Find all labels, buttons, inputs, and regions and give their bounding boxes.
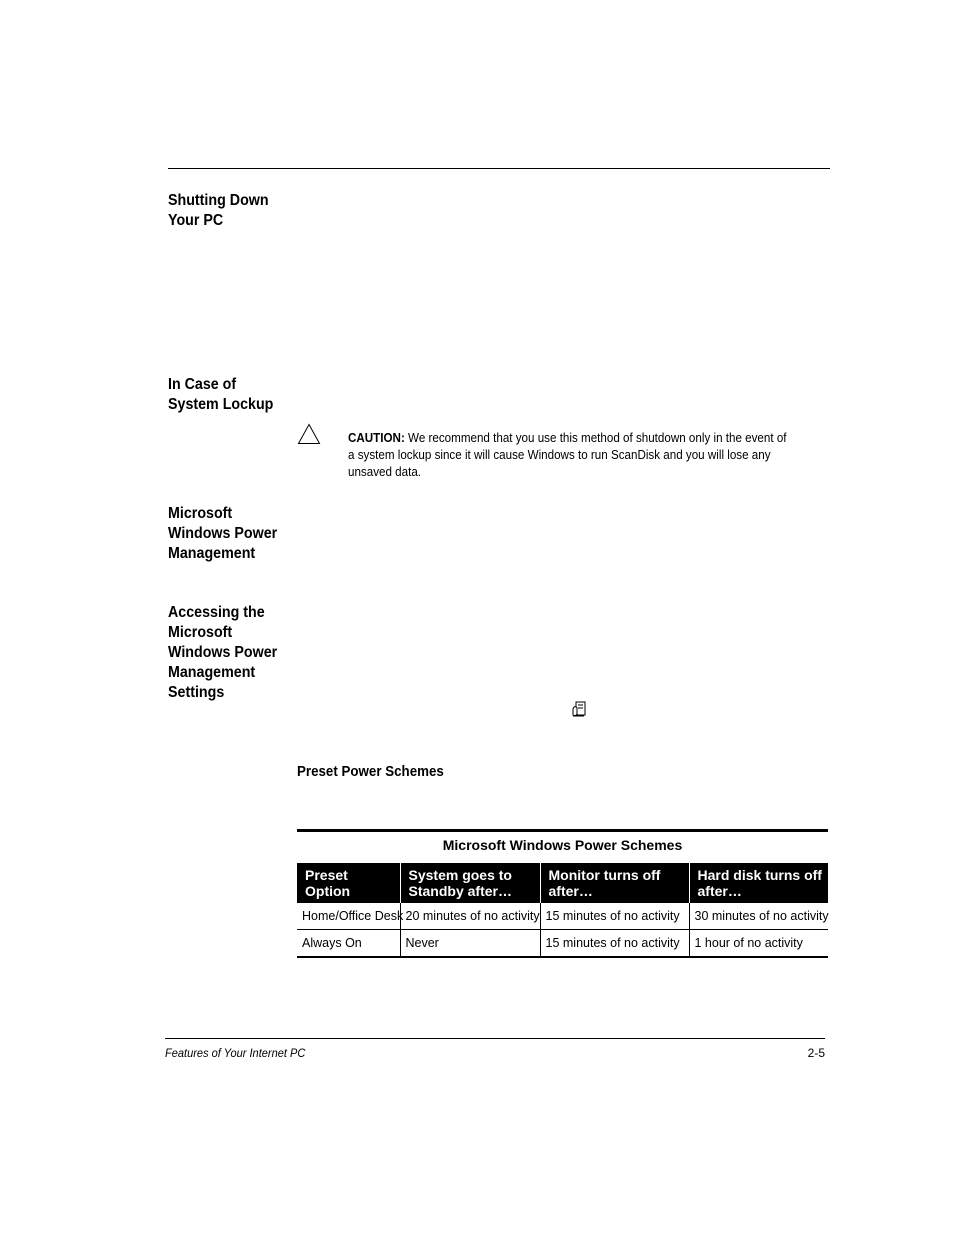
- caution-note: [348, 430, 794, 481]
- table-header-row: [297, 863, 828, 903]
- header-preset-option: Preset Option: [297, 863, 400, 903]
- table-cell: Always On: [297, 930, 400, 958]
- table-cell: Never: [400, 930, 540, 958]
- table-row: [297, 930, 828, 958]
- preset-power-schemes-heading: Preset Power Schemes: [297, 764, 444, 780]
- header-monitor: Monitor turns off after…: [540, 863, 689, 903]
- power-schemes-table: [297, 829, 828, 958]
- heading-accessing-settings: Accessing the Microsoft Windows Power Management Settings: [168, 604, 278, 701]
- table-cell: 15 minutes of no activity: [540, 930, 689, 958]
- heading-shutting-down: Shutting Down Your PC: [168, 192, 269, 229]
- table-row: [297, 903, 828, 930]
- caution-label: CAUTION:: [348, 431, 405, 445]
- header-standby: System goes to Standby after…: [400, 863, 540, 903]
- page-number: 2-5: [807, 1046, 825, 1060]
- table-cell: Home/Office Desk: [297, 903, 400, 930]
- footer-title: Features of Your Internet PC: [165, 1046, 306, 1060]
- table-cell: 15 minutes of no activity: [540, 903, 689, 930]
- table-caption: Microsoft Windows Power Schemes: [442, 837, 683, 853]
- table-cell: 1 hour of no activity: [689, 930, 828, 958]
- power-schemes-grid: [297, 863, 828, 958]
- header-hard-disk: Hard disk turns off after…: [689, 863, 828, 903]
- heading-system-lockup: In Case of System Lockup: [168, 376, 274, 413]
- table-cell: 20 minutes of no activity: [400, 903, 540, 930]
- footer-rule: [165, 1038, 825, 1039]
- top-rule: [168, 168, 830, 169]
- power-settings-icon: [571, 700, 587, 718]
- heading-power-management: Microsoft Windows Power Management: [168, 505, 278, 562]
- table-cell: 30 minutes of no activity: [689, 903, 828, 930]
- caution-body: We recommend that you use this method of shutdown only in the event of a system lockup since it will cause Windows to run ScanDisk and you will lose any unsaved data.: [348, 431, 787, 479]
- caution-triangle-icon: [297, 423, 321, 445]
